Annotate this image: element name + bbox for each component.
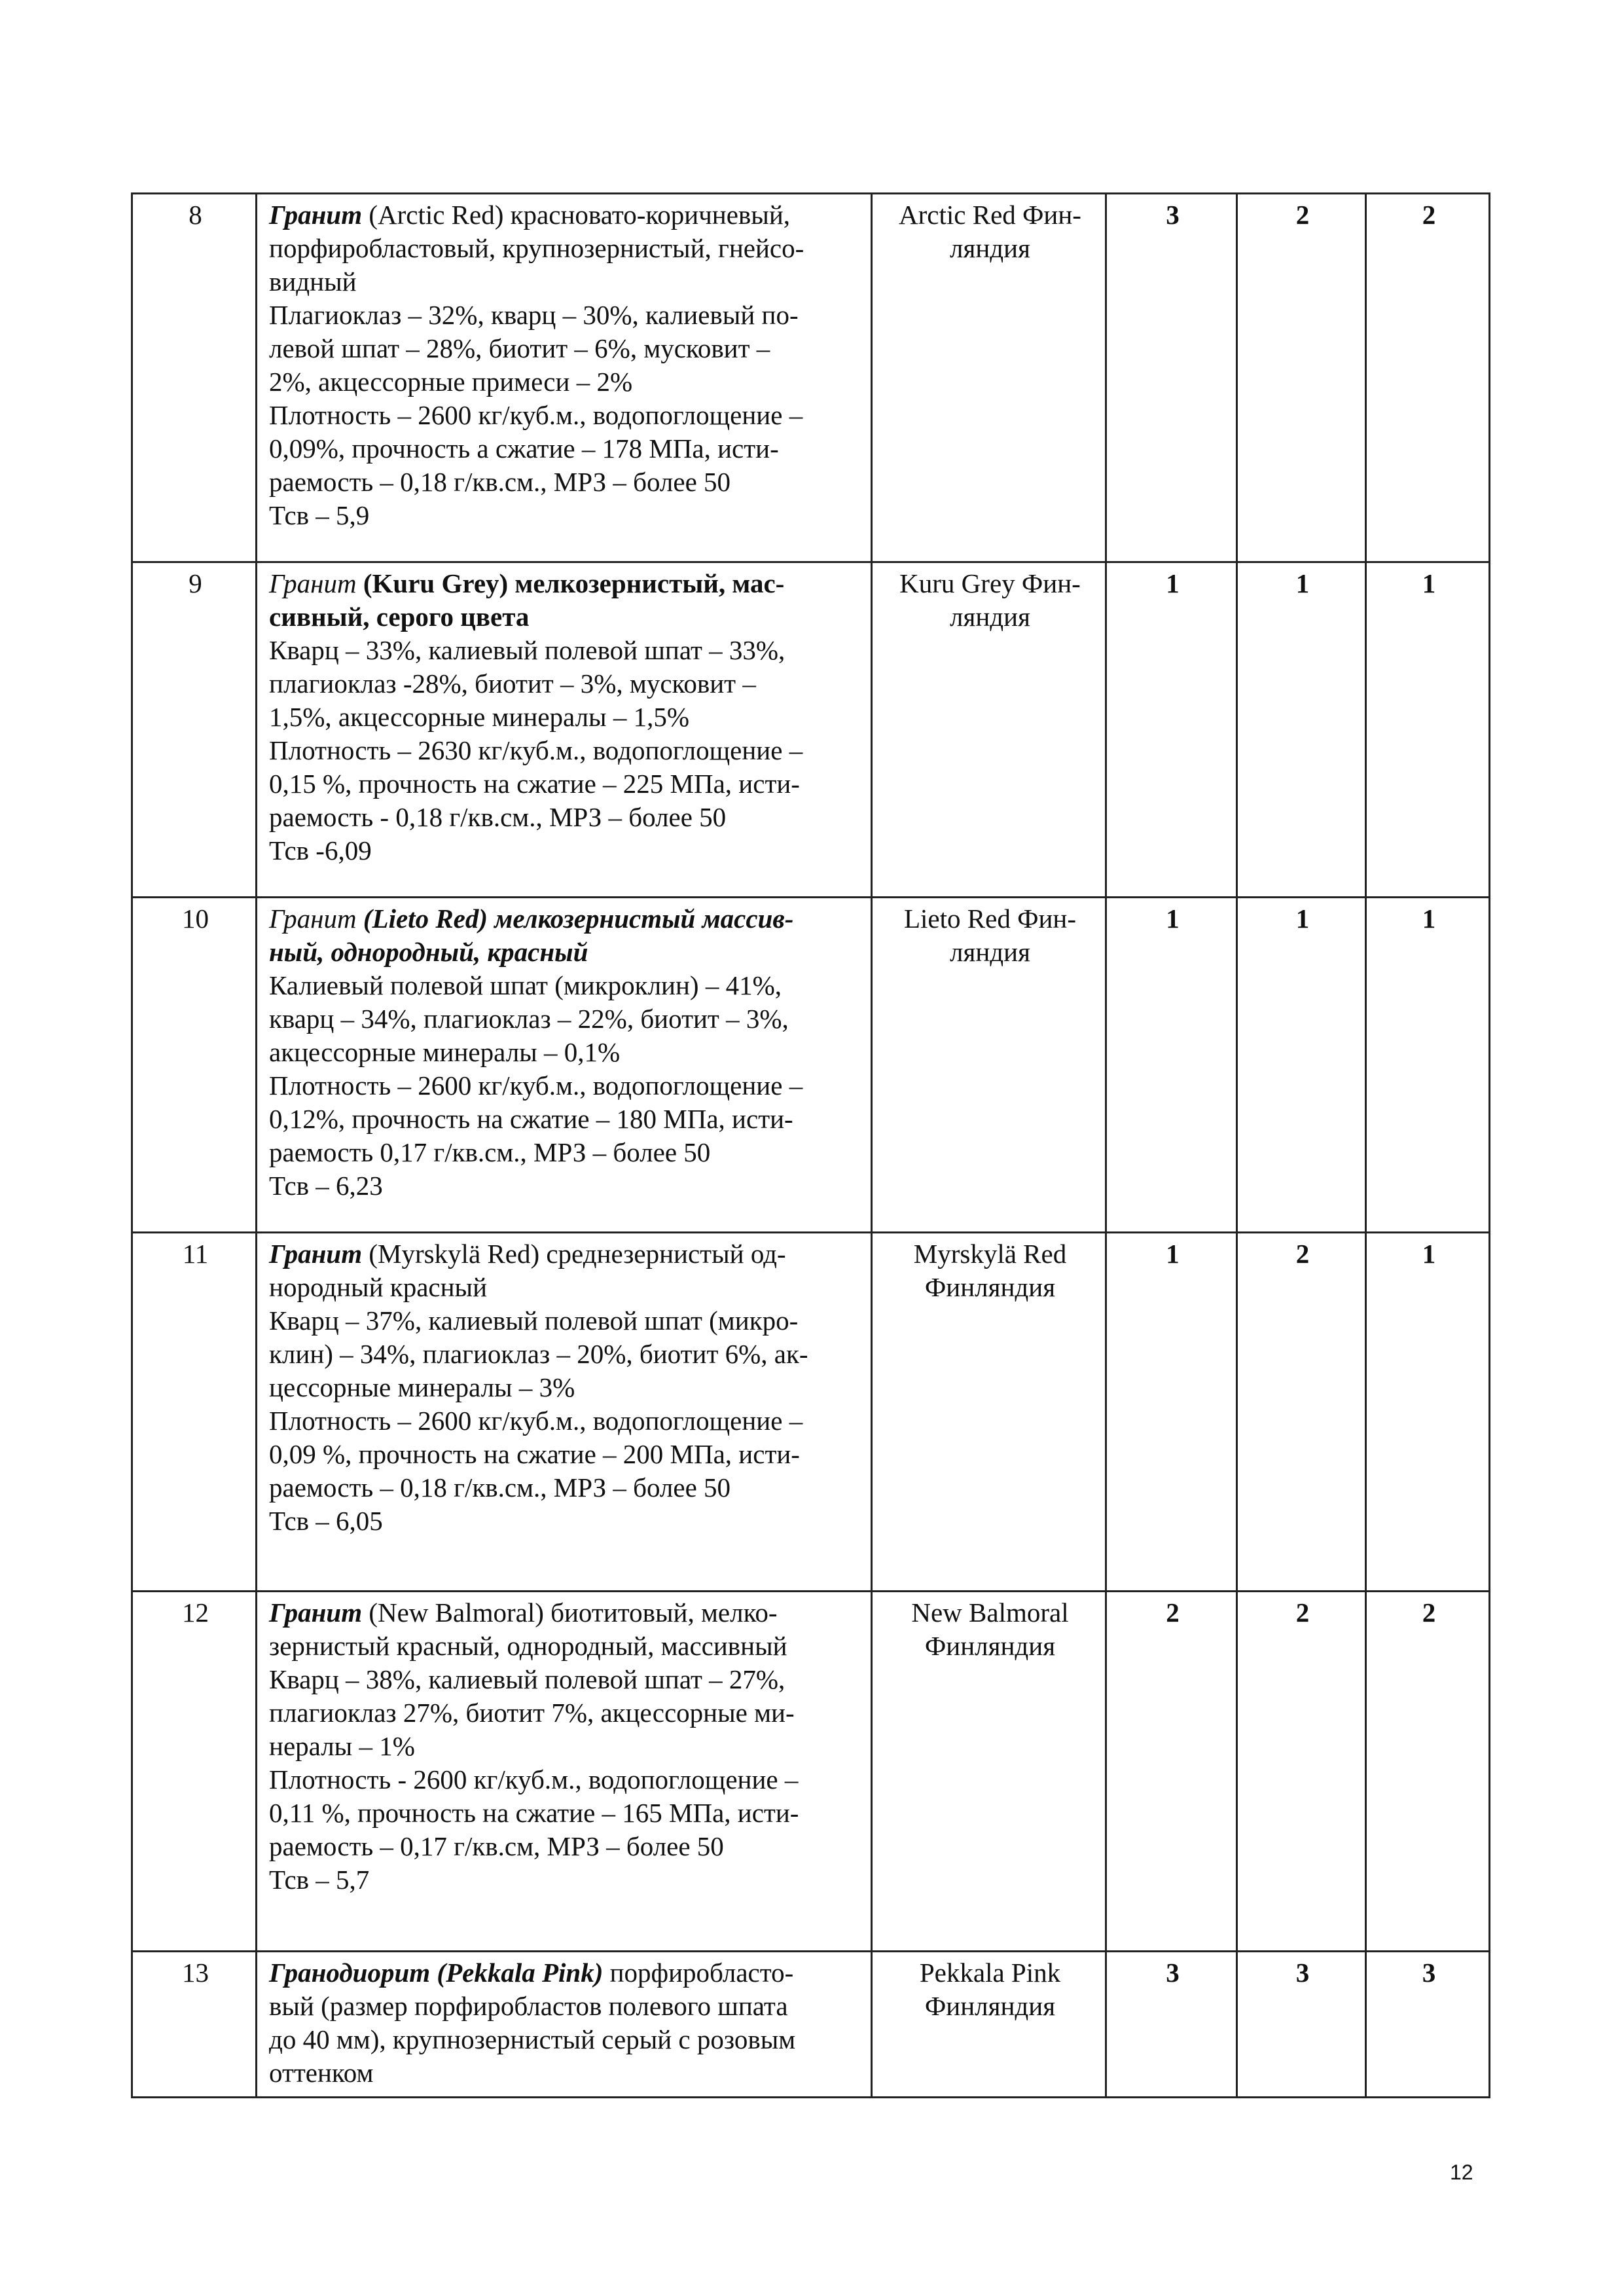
row-number: 11 — [132, 1233, 257, 1592]
score-3: 2 — [1366, 194, 1490, 562]
description-line: плагиоклаз -28%, биотит – 3%, мусковит – — [269, 668, 756, 699]
stone-type: Гранодиорит (Pekkala Pink) — [269, 1958, 604, 1988]
row-number: 12 — [132, 1592, 257, 1952]
description-line: 0,12%, прочность на сжатие – 180 МПа, исти- — [269, 1104, 793, 1134]
description-line: Кварц – 38%, калиевый полевой шпат – 27%, — [269, 1664, 785, 1694]
stone-description — [257, 1952, 872, 2098]
stone-description — [257, 194, 872, 562]
stone-type: Гранит — [269, 200, 363, 230]
description-line: порфиробластовый, крупнозернистый, гнейсо- — [269, 233, 804, 263]
score-2: 3 — [1237, 1952, 1366, 2098]
stone-description — [257, 898, 872, 1233]
description-line: 0,09%, прочность а сжатие – 178 МПа, исти- — [269, 433, 779, 464]
description-line: Плотность - 2600 кг/куб.м., водопоглощение – — [269, 1764, 799, 1795]
table-row — [132, 1952, 1490, 2098]
description-line: Тсв -6,09 — [269, 835, 372, 866]
description-line: до 40 мм), крупнозернистый серый с розовым — [269, 2024, 796, 2054]
heading-text: (Arctic Red) красновато-коричневый, — [362, 200, 791, 230]
description-line: 0,15 %, прочность на сжатие – 225 МПа, исти- — [269, 769, 800, 799]
stone-origin: Kuru Grey Фин- ляндия — [872, 562, 1106, 898]
stone-origin: New Balmoral Финляндия — [872, 1592, 1106, 1952]
table-row — [132, 562, 1490, 898]
score-1: 1 — [1106, 1233, 1237, 1592]
description-line: плагиоклаз 27%, биотит 7%, акцессорные ми- — [269, 1698, 795, 1728]
description-line: 1,5%, акцессорные минералы – 1,5% — [269, 702, 690, 732]
description-line: кварц – 34%, плагиоклаз – 22%, биотит – 3%, — [269, 1004, 789, 1034]
heading-continuation: сивный, серого цвета — [269, 602, 530, 632]
stone-type: Гранит — [269, 1239, 363, 1269]
description-line: оттенком — [269, 2058, 374, 2088]
description-line: нералы – 1% — [269, 1731, 415, 1761]
description-line: раемость - 0,18 г/кв.см., МРЗ – более 50 — [269, 802, 727, 832]
description-line: 0,09 %, прочность на сжатие – 200 МПа, исти- — [269, 1439, 800, 1469]
description-line: Плотность – 2600 кг/куб.м., водопоглощение – — [269, 1070, 803, 1101]
description-line: Тсв – 6,23 — [269, 1171, 383, 1201]
score-2: 1 — [1237, 562, 1366, 898]
description-line: цессорные минералы – 3% — [269, 1372, 575, 1402]
score-3: 1 — [1366, 562, 1490, 898]
score-2: 1 — [1237, 898, 1366, 1233]
description-line: Кварц – 33%, калиевый полевой шпат – 33%, — [269, 635, 785, 665]
description-line: вый (размер порфиробластов полевого шпата — [269, 1991, 788, 2021]
row-number: 13 — [132, 1952, 257, 2098]
description-line: раемость – 0,18 г/кв.см., МРЗ – более 50 — [269, 1472, 731, 1503]
score-2: 2 — [1237, 194, 1366, 562]
description-line: Тсв – 5,9 — [269, 500, 370, 530]
stone-description — [257, 1592, 872, 1952]
score-3: 1 — [1366, 898, 1490, 1233]
score-3: 3 — [1366, 1952, 1490, 2098]
description-line: Калиевый полевой шпат (микроклин) – 41%, — [269, 970, 782, 1000]
row-number: 9 — [132, 562, 257, 898]
heading-text: порфиробласто- — [603, 1958, 794, 1988]
stone-type: Гранит — [269, 1597, 363, 1628]
score-2: 2 — [1237, 1592, 1366, 1952]
stone-description — [257, 562, 872, 898]
stone-origin: Lieto Red Фин- ляндия — [872, 898, 1106, 1233]
table-row — [132, 1233, 1490, 1592]
description-line: Плотность – 2600 кг/куб.м., водопоглощение – — [269, 400, 803, 430]
table-row — [132, 898, 1490, 1233]
description-line: Плагиоклаз – 32%, кварц – 30%, калиевый по- — [269, 300, 799, 330]
stone-table — [131, 192, 1490, 2098]
stone-origin: Myrskylä Red Финляндия — [872, 1233, 1106, 1592]
description-line: раемость – 0,18 г/кв.см., МРЗ – более 50 — [269, 467, 731, 497]
score-3: 2 — [1366, 1592, 1490, 1952]
description-line: левой шпат – 28%, биотит – 6%, мусковит – — [269, 333, 770, 363]
description-line: 2%, акцессорные примеси – 2% — [269, 367, 633, 397]
score-1: 3 — [1106, 1952, 1237, 2098]
page-number: 12 — [1450, 2160, 1473, 2184]
description-line: видный — [269, 266, 357, 297]
description-line: Тсв – 5,7 — [269, 1865, 370, 1895]
score-3: 1 — [1366, 1233, 1490, 1592]
score-1: 1 — [1106, 898, 1237, 1233]
description-line: Плотность – 2600 кг/куб.м., водопоглощение – — [269, 1406, 803, 1436]
description-line: 0,11 %, прочность на сжатие – 165 МПа, исти- — [269, 1798, 799, 1828]
stone-type: Гранит — [269, 568, 357, 598]
stone-origin: Pekkala Pink Финляндия — [872, 1952, 1106, 2098]
table-row — [132, 1592, 1490, 1952]
description-line: Тсв – 6,05 — [269, 1506, 383, 1536]
score-2: 2 — [1237, 1233, 1366, 1592]
stone-origin: Arctic Red Фин- ляндия — [872, 194, 1106, 562]
description-line: акцессорные минералы – 0,1% — [269, 1037, 621, 1067]
stone-type: Гранит — [269, 903, 357, 934]
description-line: зернистый красный, однородный, массивный — [269, 1631, 787, 1661]
description-line: Плотность – 2630 кг/куб.м., водопоглощение – — [269, 735, 803, 765]
heading-text: (Lieto Red) мелкозернистый массив- — [356, 903, 794, 934]
heading-text: (Kuru Grey) мелкозернистый, мас- — [356, 568, 785, 598]
description-line: нородный красный — [269, 1272, 488, 1302]
description-line: Кварц – 37%, калиевый полевой шпат (микро- — [269, 1305, 799, 1336]
description-line: раемость – 0,17 г/кв.см, МРЗ – более 50 — [269, 1831, 724, 1861]
score-1: 3 — [1106, 194, 1237, 562]
description-line: клин) – 34%, плагиоклаз – 20%, биотит 6%, ак- — [269, 1339, 808, 1369]
row-number: 10 — [132, 898, 257, 1233]
heading-continuation: ный, однородный, красный — [269, 937, 588, 967]
heading-text: (New Balmoral) биотитовый, мелко- — [362, 1597, 778, 1628]
stone-description — [257, 1233, 872, 1592]
table-row — [132, 194, 1490, 562]
score-1: 1 — [1106, 562, 1237, 898]
heading-text: (Myrskylä Red) среднезернистый од- — [362, 1239, 786, 1269]
score-1: 2 — [1106, 1592, 1237, 1952]
row-number: 8 — [132, 194, 257, 562]
description-line: раемость 0,17 г/кв.см., МРЗ – более 50 — [269, 1137, 711, 1167]
